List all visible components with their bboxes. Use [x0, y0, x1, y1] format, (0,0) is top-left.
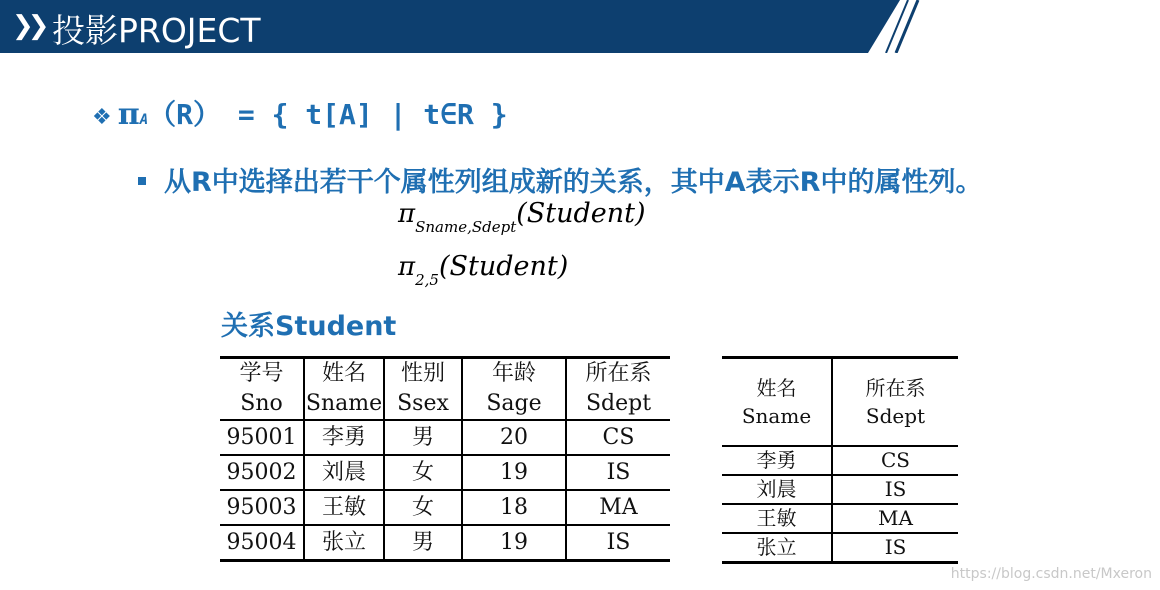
header-cell: 所在系 — [566, 358, 670, 390]
table-row — [722, 504, 958, 533]
table-cell: 男 — [384, 525, 462, 561]
table-cell: 女 — [384, 455, 462, 490]
table-row — [220, 490, 670, 525]
expression-pi: π — [398, 252, 416, 282]
header-cell — [722, 358, 832, 447]
table-cell: 李勇 — [304, 420, 384, 455]
table-header-row-en — [220, 389, 670, 420]
table-cell: MA — [566, 490, 670, 525]
formula-pi-subscript: A — [139, 112, 149, 128]
table-cell: 95002 — [220, 455, 304, 490]
table-cell: IS — [566, 525, 670, 561]
table-row — [722, 446, 958, 475]
table-cell: 王敏 — [722, 504, 832, 533]
table-row — [220, 455, 670, 490]
table-cell: 刘晨 — [722, 475, 832, 504]
page-title: 投影PROJECT — [52, 11, 261, 50]
expression-by-name — [398, 198, 646, 236]
header-cell: Sdept — [566, 389, 670, 420]
table-row — [220, 525, 670, 561]
student-table — [220, 356, 670, 562]
header-cell: 性别 — [384, 358, 462, 390]
table-cell: 女 — [384, 490, 462, 525]
double-chevron-right-icon: ❯❯ — [12, 11, 44, 41]
table-cell: 95001 — [220, 420, 304, 455]
table-cell: 张立 — [304, 525, 384, 561]
header-en: Sname — [741, 404, 812, 428]
expression-pi: π — [398, 199, 416, 229]
table-cell: 95004 — [226, 530, 297, 555]
projection-formula — [92, 93, 508, 133]
header-cell: Ssex — [384, 389, 462, 420]
table-cell: 王敏 — [304, 490, 384, 525]
header-cell — [832, 358, 958, 447]
table-cell: 19 — [462, 525, 566, 561]
table-header-row-cn — [220, 358, 670, 390]
table-cell: 男 — [384, 420, 462, 455]
table-cell: IS — [566, 455, 670, 490]
table-cell: 刘晨 — [304, 455, 384, 490]
watermark: https://blog.csdn.net/Mxeron — [950, 566, 1152, 582]
diamond-bullet-icon: ❖ — [92, 105, 112, 130]
header-cell: 年龄 — [462, 358, 566, 390]
table-cell: 95003 — [220, 490, 304, 525]
relation-title: 关系Student — [221, 311, 397, 342]
header-cell: Sage — [462, 389, 566, 420]
table-row — [722, 533, 958, 563]
square-bullet-icon — [138, 177, 146, 185]
table-cell: IS — [832, 533, 958, 563]
expression-subscript: Sname,Sdept — [415, 218, 517, 236]
table-cell: 20 — [462, 420, 566, 455]
formula-pi: π — [117, 97, 140, 132]
header-en: Sdept — [865, 404, 926, 428]
table-cell: 张立 — [756, 535, 797, 559]
header-banner — [0, 0, 1160, 53]
header-cell: 姓名 — [304, 358, 384, 390]
projection-result-table — [722, 356, 958, 564]
header-cell: Sname — [304, 389, 384, 420]
table-header-row — [722, 358, 958, 447]
table-cell: 李勇 — [722, 446, 832, 475]
bullet-line — [138, 160, 982, 199]
table-row — [220, 420, 670, 455]
formula-body: （R） = { t[A] | t∈R } — [148, 98, 508, 131]
table-cell: CS — [832, 446, 958, 475]
header-cell: Sno — [220, 389, 304, 420]
table-row — [722, 475, 958, 504]
expression-argument: (Student) — [516, 198, 646, 229]
table-cell: MA — [832, 504, 958, 533]
header-cell: 学号 — [239, 361, 284, 386]
table-cell: IS — [832, 475, 958, 504]
expression-argument: (Student) — [438, 251, 569, 282]
table-cell: CS — [566, 420, 670, 455]
expression-subscript: 2,5 — [415, 271, 439, 289]
expression-by-index — [398, 251, 569, 289]
table-cell: 18 — [462, 490, 566, 525]
header-cn: 所在系 — [865, 376, 926, 400]
bullet-text: 从R中选择出若干个属性列组成新的关系，其中A表示R中的属性列。 — [164, 167, 983, 198]
table-cell: 19 — [462, 455, 566, 490]
header-cn: 姓名 — [756, 376, 797, 400]
